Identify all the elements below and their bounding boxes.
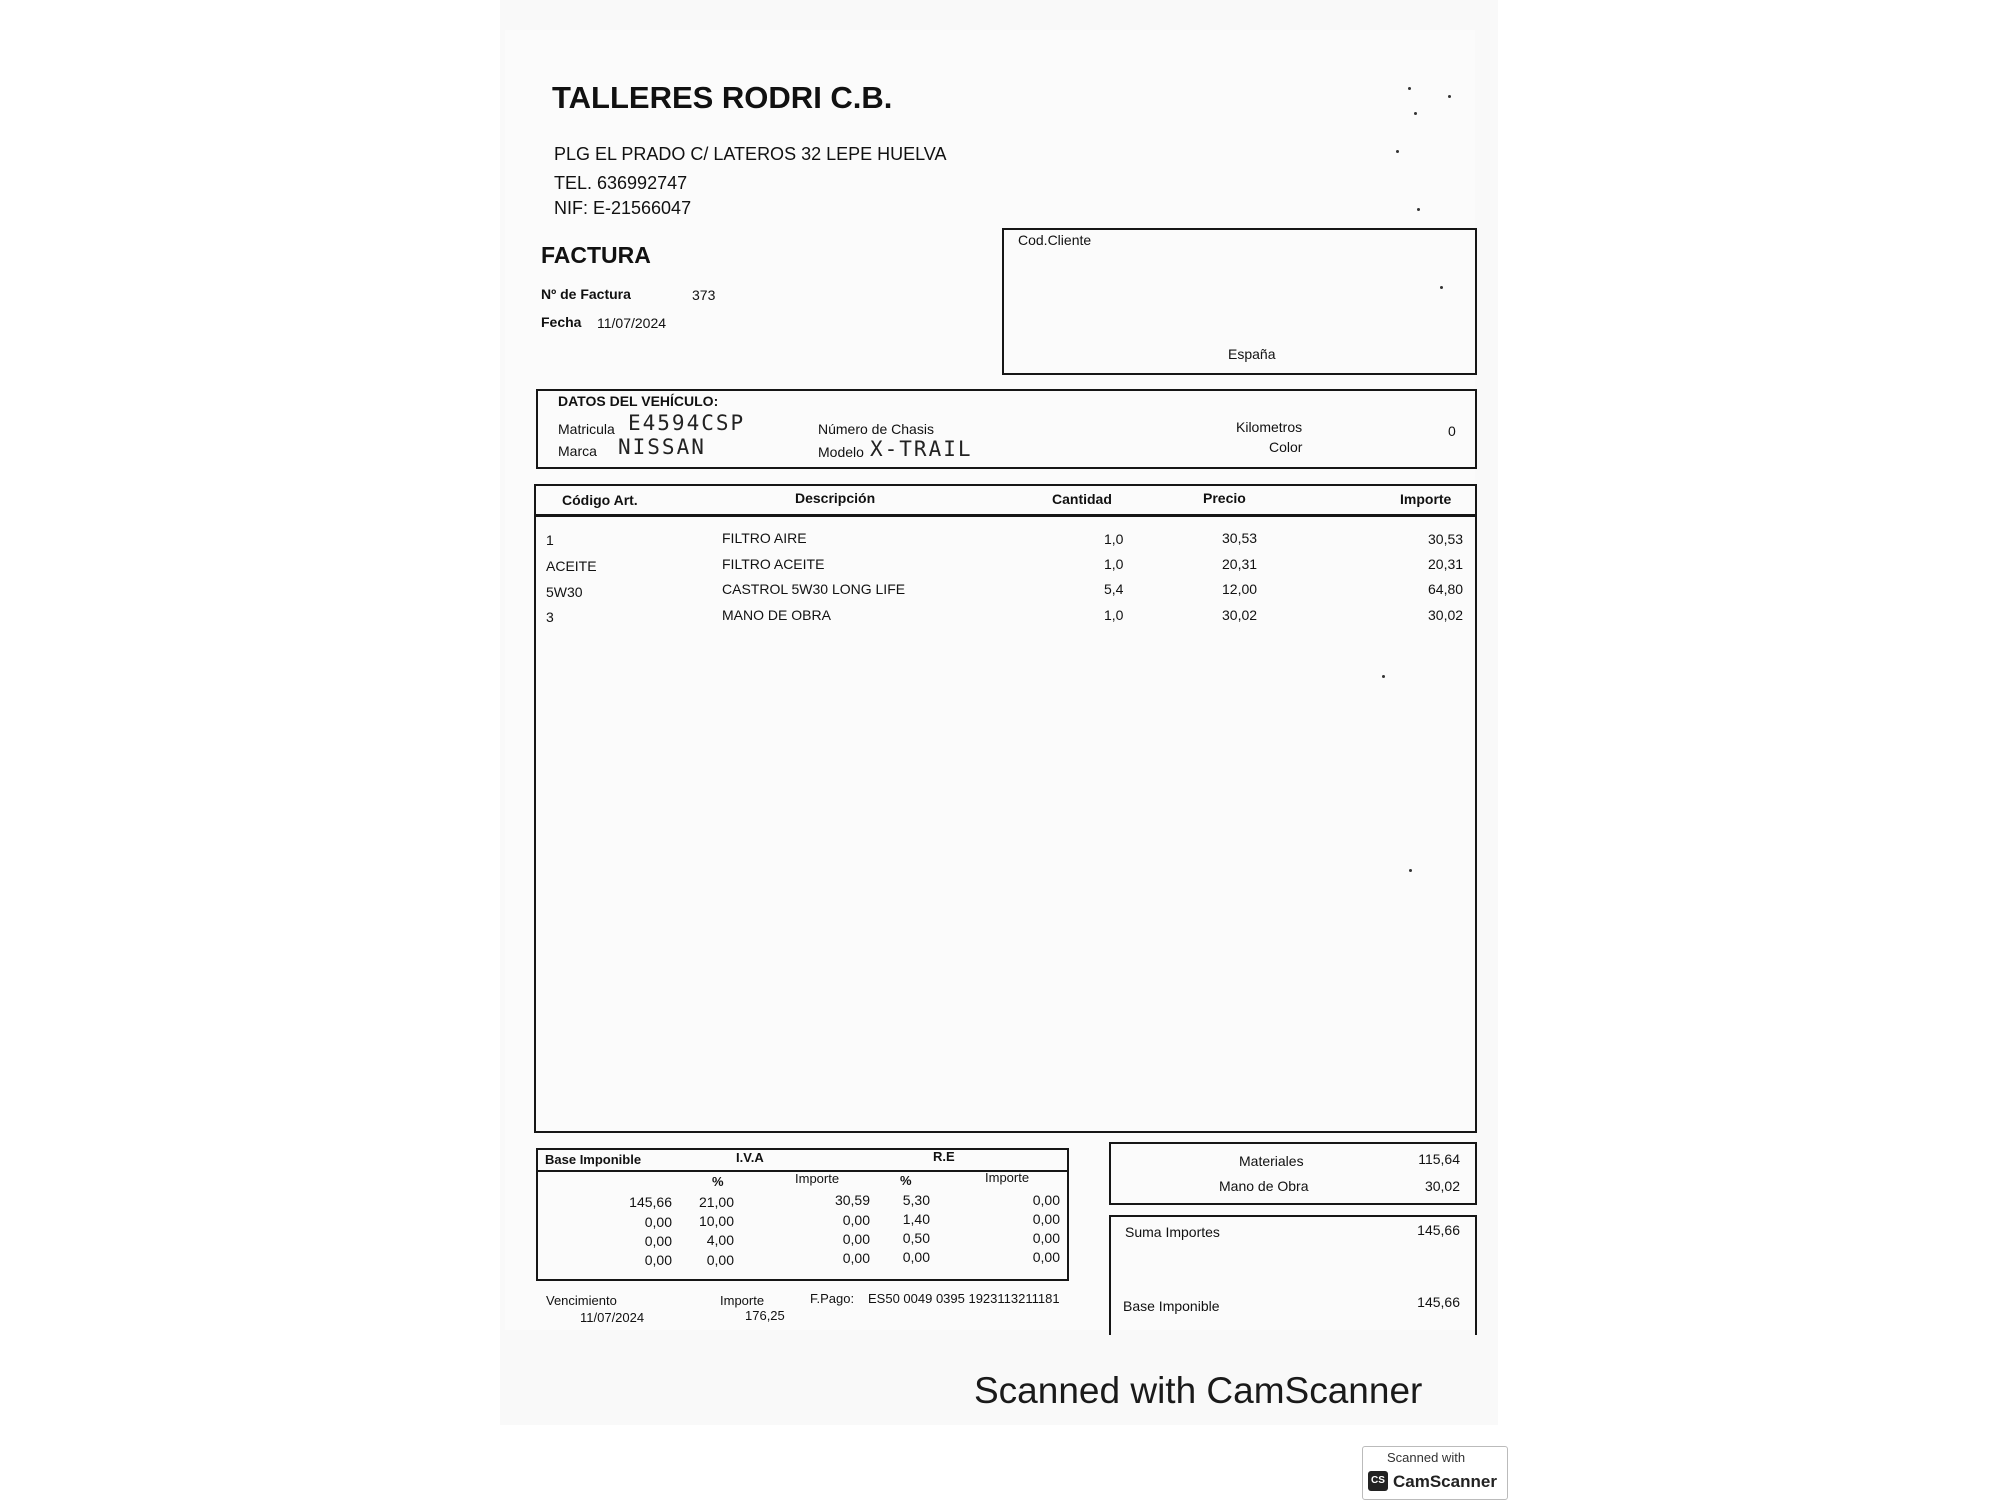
scanned-with-text: Scanned with CamScanner: [974, 1370, 1423, 1411]
materials-value: 115,64: [1418, 1151, 1460, 1167]
tax-iva-pct: 4,00: [706, 1232, 734, 1248]
items-header-divider: [534, 514, 1477, 517]
scan-speck: [1396, 150, 1399, 153]
client-country: España: [1228, 346, 1276, 362]
plate-value: E4594CSP: [628, 411, 746, 435]
row-amount: 30,53: [1428, 531, 1464, 547]
color-label: Color: [1269, 439, 1303, 455]
payment-amount: 176,25: [745, 1308, 785, 1323]
model-value: X-TRAIL: [870, 437, 973, 461]
items-table: [534, 484, 1477, 1133]
camscanner-logo-icon: CS: [1368, 1471, 1388, 1491]
tax-iva-pct: 0,00: [706, 1252, 734, 1268]
base-label: Base Imponible: [1123, 1298, 1220, 1314]
tax-sub-re-importe: Importe: [985, 1170, 1030, 1185]
row-code: 1: [546, 532, 554, 548]
labour-label: Mano de Obra: [1219, 1178, 1309, 1194]
tax-base: 0,00: [644, 1252, 672, 1268]
scan-speck: [1417, 208, 1420, 211]
invoice-number: 373: [692, 287, 716, 303]
chassis-label: Número de Chasis: [818, 421, 934, 437]
row-price: 30,53: [1222, 530, 1258, 546]
tax-re-amount: 0,00: [1032, 1192, 1060, 1208]
tax-re-amount: 0,00: [1032, 1230, 1060, 1246]
invoice-title: FACTURA: [541, 242, 651, 268]
tax-iva-amount: 30,59: [834, 1192, 870, 1208]
row-code: 5W30: [546, 584, 583, 600]
payment-method-label: F.Pago:: [810, 1291, 855, 1306]
row-amount: 20,31: [1428, 556, 1464, 572]
tax-re-pct: 0,00: [902, 1249, 930, 1265]
row-description: FILTRO ACEITE: [722, 556, 825, 572]
invoice-number-label: Nº de Factura: [541, 286, 631, 302]
col-header-description: Descripción: [795, 490, 876, 506]
scan-speck: [1409, 869, 1412, 872]
row-description: CASTROL 5W30 LONG LIFE: [722, 581, 906, 597]
camscanner-badge: [1362, 1446, 1508, 1500]
row-description: MANO DE OBRA: [722, 607, 831, 623]
tax-re-pct: 5,30: [902, 1192, 930, 1208]
tax-base: 0,00: [644, 1214, 672, 1230]
tax-header-iva: I.V.A: [736, 1150, 764, 1165]
row-price: 12,00: [1222, 581, 1258, 597]
company-address: PLG EL PRADO C/ LATEROS 32 LEPE HUELVA: [554, 144, 947, 164]
client-code-label: Cod.Cliente: [1018, 232, 1092, 248]
due-date: 11/07/2024: [580, 1310, 645, 1325]
col-header-code: Código Art.: [562, 492, 638, 508]
tax-iva-amount: 0,00: [842, 1212, 870, 1228]
invoice-date: 11/07/2024: [597, 315, 667, 331]
model-label: Modelo: [818, 444, 864, 460]
base-value: 145,66: [1417, 1294, 1460, 1310]
tax-iva-amount: 0,00: [842, 1231, 870, 1247]
tax-iva-pct: 10,00: [698, 1213, 734, 1229]
tax-re-amount: 0,00: [1032, 1211, 1060, 1227]
col-header-price: Precio: [1203, 490, 1246, 506]
scan-speck: [1448, 95, 1451, 98]
sum-value: 145,66: [1417, 1222, 1460, 1238]
invoice-date-label: Fecha: [541, 314, 582, 330]
tax-base: 0,00: [644, 1233, 672, 1249]
badge-brand-text: CamScanner: [1393, 1472, 1497, 1491]
payment-iban: ES50 0049 0395 1923113211181: [868, 1291, 1060, 1306]
row-price: 30,02: [1222, 607, 1258, 623]
row-description: FILTRO AIRE: [722, 530, 807, 546]
company-name: TALLERES RODRI C.B.: [552, 80, 893, 115]
tax-base: 145,66: [629, 1194, 672, 1210]
row-qty: 5,4: [1104, 581, 1124, 597]
row-qty: 1,0: [1104, 531, 1124, 547]
scan-speck: [1408, 87, 1411, 90]
tax-header-base: Base Imponible: [545, 1152, 642, 1167]
company-nif: NIF: E-21566047: [554, 198, 692, 218]
km-label: Kilometros: [1236, 419, 1303, 435]
tax-sub-iva-pct: %: [712, 1174, 724, 1189]
plate-label: Matricula: [558, 421, 615, 437]
vehicle-section-title: DATOS DEL VEHÍCULO:: [558, 393, 719, 409]
tax-header-re: R.E: [933, 1149, 955, 1164]
row-code: ACEITE: [546, 558, 597, 574]
km-value: 0: [1448, 423, 1456, 439]
row-price: 20,31: [1222, 556, 1258, 572]
materials-label: Materiales: [1239, 1153, 1304, 1169]
col-header-amount: Importe: [1400, 491, 1452, 507]
col-header-quantity: Cantidad: [1052, 491, 1112, 507]
row-qty: 1,0: [1104, 607, 1124, 623]
company-tel: TEL. 636992747: [554, 173, 688, 193]
payment-amount-label: Importe: [720, 1293, 765, 1308]
due-label: Vencimiento: [546, 1293, 617, 1308]
labour-value: 30,02: [1424, 1178, 1460, 1194]
tax-iva-amount: 0,00: [842, 1250, 870, 1266]
row-code: 3: [546, 609, 554, 625]
scan-speck: [1382, 675, 1385, 678]
tax-sub-re-pct: %: [900, 1173, 912, 1188]
tax-re-pct: 0,50: [902, 1230, 930, 1246]
badge-top-text: Scanned with: [1387, 1450, 1466, 1465]
tax-re-amount: 0,00: [1032, 1249, 1060, 1265]
tax-re-pct: 1,40: [902, 1211, 930, 1227]
brand-label: Marca: [558, 443, 597, 459]
tax-iva-pct: 21,00: [698, 1194, 734, 1210]
row-amount: 30,02: [1428, 607, 1464, 623]
row-amount: 64,80: [1428, 581, 1464, 597]
scan-speck: [1440, 286, 1443, 289]
row-qty: 1,0: [1104, 556, 1124, 572]
sum-label: Suma Importes: [1125, 1224, 1220, 1240]
tax-sub-iva-importe: Importe: [795, 1171, 840, 1186]
brand-value: NISSAN: [618, 435, 706, 459]
scan-speck: [1414, 112, 1417, 115]
